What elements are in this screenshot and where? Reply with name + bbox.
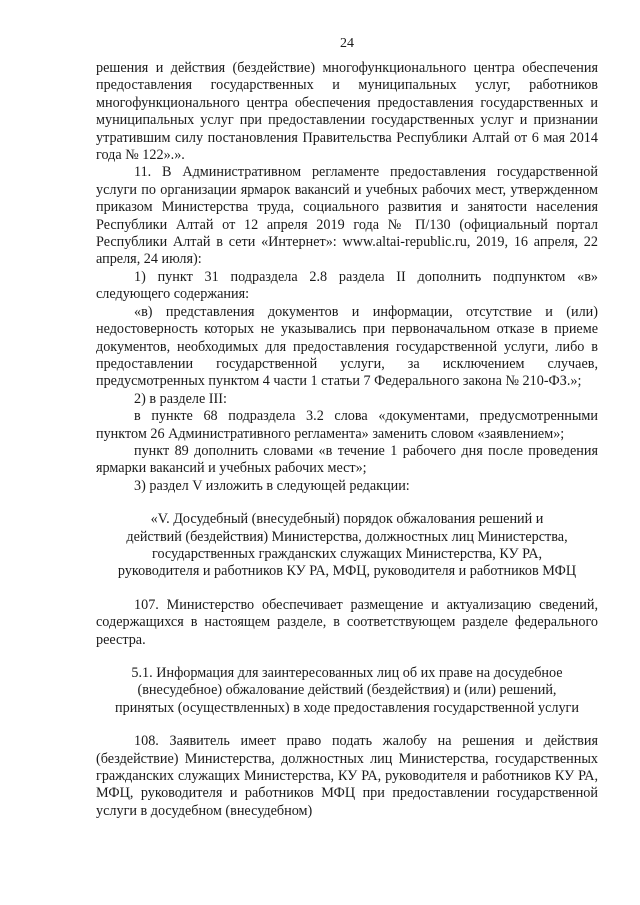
paragraph-item-68-change: в пункте 68 подраздела 3.2 слова «документами, предусмотренными пунктом 26 Административного регламента» заменить словом «заявлением»; <box>96 408 598 442</box>
paragraph-107: 107. Министерство обеспечивает размещение и актуализацию сведений, содержащихся в настоящем разделе, в соответствующем разделе федерального реестра. <box>96 596 598 648</box>
heading-line: государственных гражданских служащих Министерства, КУ РА, <box>151 545 542 562</box>
subsection-5-1-heading <box>96 665 598 717</box>
paragraph-subitem-2: 2) в разделе III: <box>134 390 227 407</box>
heading-line: «V. Досудебный (внесудебный) порядок обжалования решений и <box>150 511 544 528</box>
heading-line: руководителя и работников КУ РА, МФЦ, руководителя и работников МФЦ <box>117 563 577 580</box>
section-v-heading <box>96 511 598 581</box>
paragraph-item-89-change: пункт 89 дополнить словами «в течение 1 рабочего дня после проведения ярмарки вакансий и учебных рабочих мест»; <box>96 442 598 477</box>
paragraph-subitem-v: «в) представления документов и информации, отсутствие и (или) недостоверность которых не указывались при первоначальном отказе в приеме документов, необходимых для предоставления государственной услуги, либо в предоставлении государственной услуги, за исключением случаев, предусмотренных пунктом 4 части 1 статьи 7 Федерального закона № 210-ФЗ.»; <box>96 303 598 390</box>
heading-line: (внесудебное) обжалование действий (бездействия) и (или) решений, <box>137 682 557 699</box>
heading-line: 5.1. Информация для заинтересованных лиц об их праве на досудебное <box>131 665 563 681</box>
paragraph-continuation: решения и действия (бездействие) многофункционального центра обеспечения предоставления государственных и муниципальных услуг, работников многофункционального центра обеспечения предоставления государственных и муниципальных услуг при предоставлении государственных услуг и признании утратившим силу постановления Правительства Республики Алтай от 6 мая 2014 года № 122».». <box>96 60 598 164</box>
page-number: 24 <box>340 36 354 51</box>
paragraph-item-11: 11. В Административном регламенте предоставления государственной услуги по организации ярмарок вакансий и учебных рабочих мест, утвержденном приказом Министерства труда, социального развития и занятости населения Республики Алтай от 12 апреля 2019 года № П/130 (официальный портал Республики Алтай в сети «Интернет»: www.altai-republic.ru, 2019, 16 апреля, 22 апреля, 24 июля): <box>96 164 598 268</box>
heading-line: действий (бездействия) Министерства, должностных лиц Министерства, <box>126 528 568 545</box>
document-page <box>96 36 598 820</box>
paragraph-108: 108. Заявитель имеет право подать жалобу на решения и действия (бездействие) Министерства, должностных лиц Министерства, государственных гражданских служащих Министерства, КУ РА, руководителя и работников КУ РА, МФЦ, руководителя и работников МФЦ при предоставлении государственной услуги в досудебном (внесудебном) <box>96 733 598 819</box>
heading-line: принятых (осуществленных) в ходе предоставления государственной услуги <box>115 699 579 716</box>
paragraph-subitem-3: 3) раздел V изложить в следующей редакции: <box>134 477 410 494</box>
paragraph-subitem-1: 1) пункт 31 подраздела 2.8 раздела II дополнить подпунктом «в» следующего содержания: <box>96 268 598 303</box>
